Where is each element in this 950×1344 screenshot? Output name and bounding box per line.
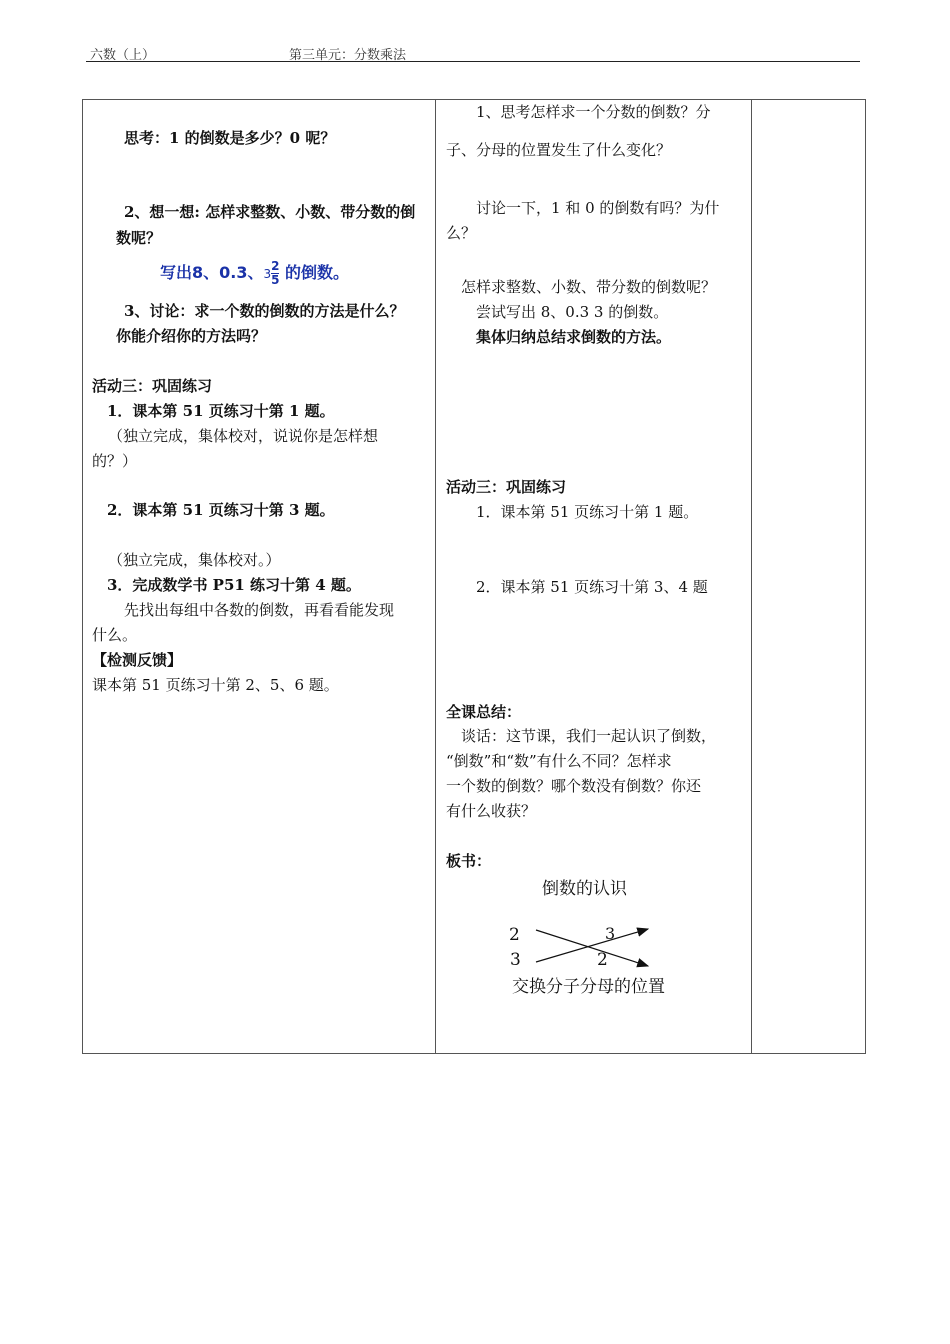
mid-activity-3-heading: 活动三：巩固练习 bbox=[446, 478, 567, 496]
exercise-1-note-cont: 的？） bbox=[92, 452, 138, 470]
question-3: 3、讨论：求一个数的倒数的方法是什么？ bbox=[124, 302, 405, 320]
exercise-3-note-cont: 什么。 bbox=[92, 626, 138, 644]
exercise-2: 2．课本第 51 页练习十第 3 题。 bbox=[107, 501, 335, 519]
header-rule bbox=[86, 61, 860, 62]
mid-para-4: 尝试写出 8、0.3 3 的倒数。 bbox=[476, 303, 669, 321]
board-reciprocal-numerator: 3 bbox=[605, 924, 616, 943]
fraction-numerator: 2 bbox=[271, 259, 280, 273]
board-title: 倒数的认识 bbox=[542, 879, 627, 899]
summary-line-1: 谈话：这节课，我们一起认识了倒数， bbox=[461, 727, 717, 745]
summary-line-2: “倒数”和“数”有什么不同？怎样求 bbox=[446, 752, 672, 770]
feedback-heading: 【检测反馈】 bbox=[92, 651, 183, 669]
blue-exercise bbox=[160, 256, 349, 291]
exercise-1: 1．课本第 51 页练习十第 1 题。 bbox=[107, 402, 335, 420]
exercise-3-note: 先找出每组中各数的倒数，再看看能发现 bbox=[124, 601, 395, 619]
question-3-cont: 你能介绍你的方法吗？ bbox=[116, 327, 267, 345]
mid-para-5: 集体归纳总结求倒数的方法。 bbox=[476, 328, 672, 346]
header-unit: 第三单元：分数乘法 bbox=[289, 48, 407, 63]
blue-suffix: 的倒数。 bbox=[279, 263, 350, 282]
think-question: 思考：1 的倒数是多少？0 呢？ bbox=[124, 129, 336, 147]
arrow-down bbox=[536, 930, 648, 966]
summary-line-4: 有什么收获？ bbox=[446, 802, 537, 820]
mid-para-2-cont: 么？ bbox=[446, 224, 477, 242]
board-caption: 交换分子分母的位置 bbox=[512, 977, 665, 997]
mid-para-3: 怎样求整数、小数、带分数的倒数呢？ bbox=[461, 278, 717, 296]
mixed-whole: 3 bbox=[263, 267, 272, 281]
mid-exercise-1: 1．课本第 51 页练习十第 1 题。 bbox=[476, 503, 699, 521]
board-reciprocal-denominator: 2 bbox=[597, 950, 608, 970]
arrow-up bbox=[536, 929, 648, 962]
board-fraction-denominator: 3 bbox=[510, 950, 521, 970]
feedback-text: 课本第 51 页练习十第 2、5、6 题。 bbox=[92, 676, 339, 694]
board-heading: 板书： bbox=[446, 852, 492, 870]
board-fraction-numerator: 2 bbox=[509, 925, 520, 945]
exercise-1-note: （独立完成，集体校对，说说你是怎样想 bbox=[108, 427, 379, 445]
activity-3-heading: 活动三：巩固练习 bbox=[92, 377, 213, 395]
summary-heading: 全课总结： bbox=[446, 703, 522, 721]
exercise-2-note: （独立完成，集体校对。） bbox=[108, 551, 281, 569]
summary-line-3: 一个数的倒数？哪个数没有倒数？你还 bbox=[446, 777, 702, 795]
question-2: 2、想一想: 怎样求整数、小数、带分数的倒 bbox=[124, 203, 416, 221]
fraction-denominator: 5 bbox=[271, 273, 280, 287]
mid-exercise-2: 2．课本第 51 页练习十第 3、4 题 bbox=[476, 578, 708, 596]
swap-arrows bbox=[530, 920, 660, 975]
column-divider bbox=[435, 100, 436, 1053]
mid-para-2: 讨论一下，1 和 0 的倒数有吗？为什 bbox=[476, 199, 720, 217]
mid-para-1-cont: 子、分母的位置发生了什么变化？ bbox=[446, 141, 672, 159]
blue-prefix: 写出8、0.3、 bbox=[160, 263, 264, 282]
header-left: 六数（上） bbox=[90, 48, 156, 63]
exercise-3: 3．完成数学书 P51 练习十第 4 题。 bbox=[107, 576, 361, 594]
mid-para-1: 1、思考怎样求一个分数的倒数？分 bbox=[476, 103, 711, 121]
question-2-cont: 数呢？ bbox=[116, 229, 162, 247]
column-divider bbox=[751, 100, 752, 1053]
